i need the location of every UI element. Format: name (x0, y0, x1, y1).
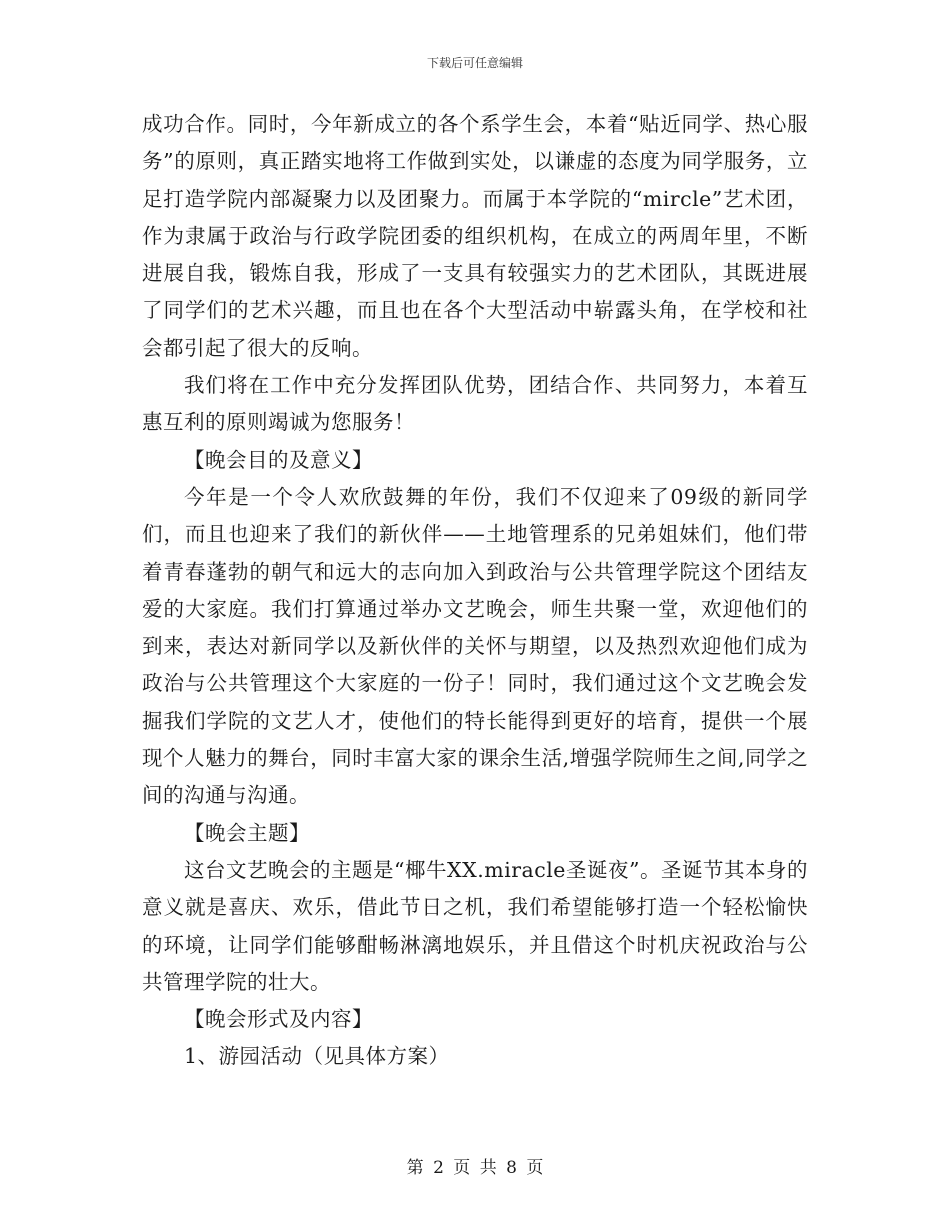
page-header: 下载后可任意编辑 (426, 56, 523, 70)
page-number: 第 2 页 共 8 页 (406, 1158, 544, 1178)
document-body (142, 106, 808, 1076)
paragraph-purpose: 今年是一个令人欢欣鼓舞的年份，我们不仅迎来了09级的新同学们，而且也迎来了我们的新伙伴——土地管理系的兄弟姐妹们，他们带着青春蓬勃的朝气和远大的志向加入到政治与公共管理学院这个团结友爱的大家庭。我们打算通过举办文艺晚会，师生共聚一堂，欢迎他们的到来，表达对新同学以及新伙伴的关怀与期望，以及热烈欢迎他们成为政治与公共管理这个大家庭的一份子！同时，我们通过这个文艺晚会发掘我们学院的文艺人才，使他们的特长能得到更好的培育，提供一个展现个人魅力的舞台，同时丰富大家的课余生活,增强学院师生之间,同学之间的沟通与沟通。 (142, 484, 808, 808)
section-title-purpose: 【晚会目的及意义】 (184, 447, 373, 472)
paragraph-theme: 这台文艺晚会的主题是“椰牛XX.miracle圣诞夜”。圣诞节其本身的意义就是喜庆、欢乐，借此节日之机，我们希望能够打造一个轻松愉快的环境，让同学们能够酣畅淋漓地娱乐，并且借这个时机庆祝政治与公共管理学院的壮大。 (142, 857, 808, 994)
section-title-theme: 【晚会主题】 (184, 820, 310, 845)
list-item: 1、游园活动（见具体方案） (184, 1044, 450, 1069)
section-title-format: 【晚会形式及内容】 (184, 1007, 373, 1032)
paragraph-service: 我们将在工作中充分发挥团队优势，团结合作、共同努力，本着互惠互利的原则竭诚为您服务！ (142, 373, 808, 435)
paragraph-intro: 成功合作。同时，今年新成立的各个系学生会，本着“贴近同学、热心服务”的原则，真正踏实地将工作做到实处，以谦虚的态度为同学服务，立足打造学院内部凝聚力以及团聚力。而属于本学院的“mircle”艺术团，作为隶属于政治与行政学院团委的组织机构，在成立的两周年里，不断进展自我，锻炼自我，形成了一支具有较强实力的艺术团队，其既进展了同学们的艺术兴趣，而且也在各个大型活动中崭露头角，在学校和社会都引起了很大的反响。 (142, 112, 808, 360)
